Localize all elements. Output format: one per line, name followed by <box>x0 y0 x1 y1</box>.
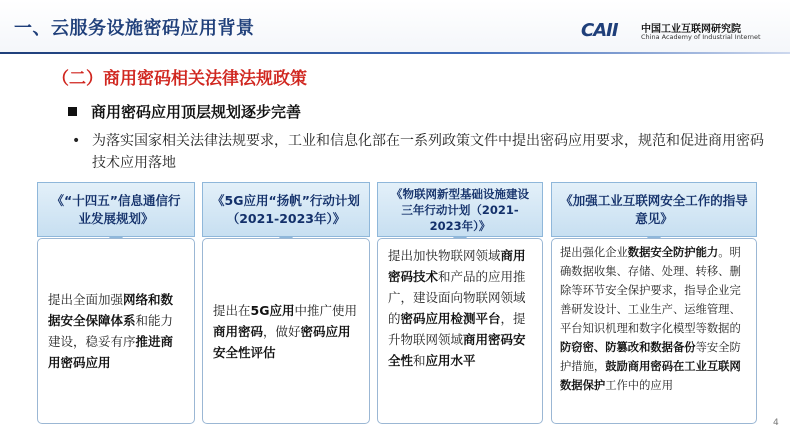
card-title-3: 《物联网新型基础设施建设三年行动计划（2021-2023年）》 <box>377 182 543 237</box>
text-segment: 等安全防护措施， <box>560 341 741 373</box>
card-title-1: 《“十四五”信息通信行业发展规划》 <box>37 182 195 237</box>
card-body-1 <box>37 238 195 424</box>
logo-english-name: China Academy of Industrial Internet <box>641 33 761 41</box>
bold-text-segment: 应用水平 <box>425 353 476 368</box>
section-heading-text: 商用密码应用顶层规划逐步完善 <box>91 103 302 121</box>
text-segment: 工作中的应用 <box>605 379 673 392</box>
bold-text-segment: 鼓励商用密码在工业互联网数据保护 <box>560 360 741 392</box>
text-segment: 提出加快物联网领域 <box>388 248 501 263</box>
page-number: 4 <box>773 418 779 428</box>
bold-text-segment: 商用密码 <box>213 323 264 339</box>
text-segment: ，提升物联网领域 <box>388 311 526 347</box>
bold-text-segment: 密码应用检测平台 <box>400 311 501 326</box>
text-segment: ，做好 <box>263 323 301 339</box>
bold-text-segment: 商用密码技术 <box>388 248 526 284</box>
intro-text: 为落实国家相关法律法规要求，工业和信息化部在一系列政策文件中提出密码应用要求，规范和促进商用密码技术应用落地 <box>92 133 764 171</box>
page-title: 一、云服务设施密码应用背景 <box>14 18 255 39</box>
bold-text-segment: 推进商用密码应用 <box>48 334 174 370</box>
intro-paragraph <box>72 130 772 174</box>
text-segment: 提出在 <box>213 302 251 318</box>
text-segment: 。明确数据收集、存储、处理、转移、删除等环节安全保护要求，指导企业完善研发设计、工业生产、运维管理、平台知识机理和数字化模型等数据的 <box>560 246 741 335</box>
bold-text-segment: 5G应用 <box>250 302 295 318</box>
section-subtitle: （二）商用密码相关法律法规政策 <box>52 69 307 89</box>
text-segment: 提出强化企业 <box>560 246 628 259</box>
bold-text-segment: 密码应用安全性评估 <box>213 323 351 360</box>
card-body-4 <box>551 238 757 424</box>
bold-text-segment: 数据安全防护能力 <box>627 246 719 259</box>
card-body-3 <box>377 238 543 424</box>
card-body-1-text <box>48 289 184 373</box>
text-segment: 中推广使用 <box>294 302 357 318</box>
caii-logo <box>581 20 781 46</box>
bold-text-segment: 网络和数据安全保障体系 <box>48 292 174 328</box>
square-bullet-icon <box>68 107 77 116</box>
text-segment: 和产品的应用推广，建设面向物联网领域的 <box>388 269 526 326</box>
card-body-4-text <box>560 243 748 395</box>
card-body-2-text <box>213 300 359 363</box>
logo-chinese-name: 中国工业互联网研究院 <box>641 24 741 35</box>
card-body-3-text <box>388 245 532 371</box>
text-segment: 和能力建设，稳妥有序 <box>48 313 174 349</box>
section-heading <box>68 101 301 122</box>
card-body-2 <box>202 238 370 424</box>
card-title-2: 《5G应用“扬帆”行动计划（2021-2023年）》 <box>202 182 370 237</box>
title-divider <box>0 52 790 54</box>
card-title-4: 《加强工业互联网安全工作的指导意见》 <box>551 182 757 237</box>
text-segment: 提出全面加强 <box>48 292 124 307</box>
logo-mark: CAII <box>581 20 618 41</box>
text-segment: 和 <box>413 353 426 368</box>
bold-text-segment: 防窃密、防篡改和数据备份 <box>560 341 696 354</box>
bold-text-segment: 商用密码安全性 <box>388 332 526 368</box>
bullet-dot-icon: • <box>72 133 81 149</box>
